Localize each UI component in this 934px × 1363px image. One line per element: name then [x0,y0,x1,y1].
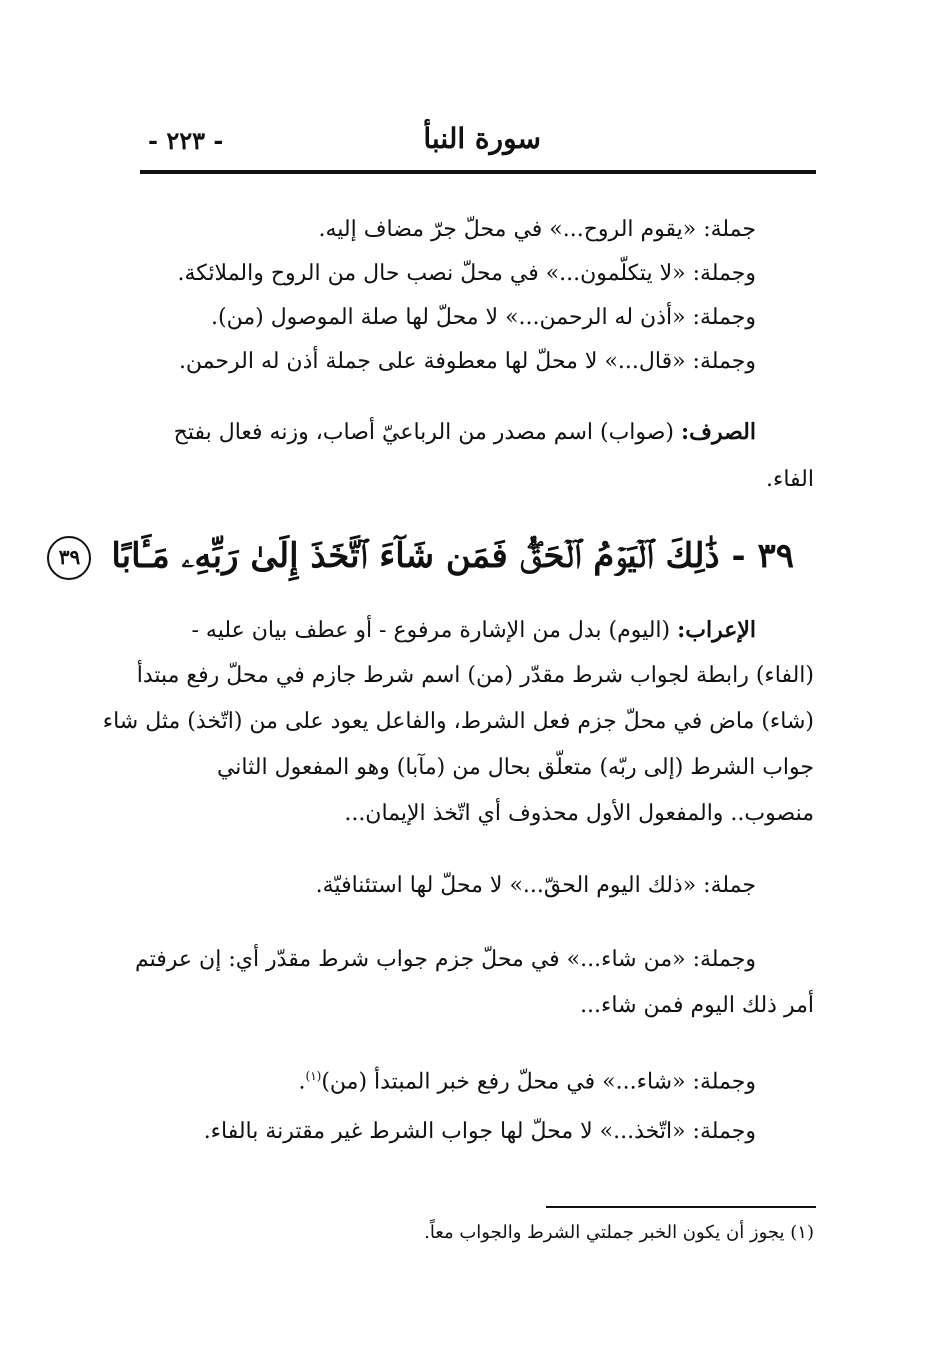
verse-text: ذَٰلِكَ ٱلۡيَوۡمُ ٱلۡحَقُّۖ فَمَن شَآءَ ٱتَّخَذَ إِلَىٰ رَبِّهِۦ مَـَٔابًا [111,536,720,576]
footnote-rule [546,1206,816,1208]
sarf-line [174,412,756,453]
irab-line: جواب الشرط (إلى ربّه) متعلّق بحال من (مآبا) وهو المفعول الثاني [216,755,814,780]
quran-verse [47,526,794,586]
sentence-line: جملة: «يقوم الروح...» في محلّ جرّ مضاف إليه. [318,217,756,242]
irab-line: منصوب.. والمفعول الأول محذوف أي اتّخذ الإيمان... [344,801,814,826]
sentence-text: وجملة: «شاء...» في محلّ رفع خبر المبتدأ (من) [321,1069,756,1095]
sentence-line: وجملة: «قال...» لا محلّ لها معطوفة على جملة أذن له الرحمن. [178,349,756,374]
surah-title: سورة النبأ [423,122,541,155]
ayah-end-marker: ٣٩ [47,536,91,580]
sarf-line: الفاء. [766,467,814,492]
sentence-line: وجملة: «اتّخذ...» لا محلّ لها جواب الشرط غير مقترنة بالفاء. [203,1119,756,1144]
irab-line [192,610,757,651]
sentence-line: وجملة: «لا يتكلّمون...» في محلّ نصب حال من الروح والملائكة. [177,261,756,286]
irab-text: (اليوم) بدل من الإشارة مرفوع - أو عطف بيان عليه - [191,618,671,643]
sarf-text: (صواب) اسم مصدر من الرباعيّ أصاب، وزنه فعال بفتح [173,420,675,445]
irab-label: الإعراب: [677,617,756,643]
irab-line: (شاء) ماض في محلّ جزم فعل الشرط، والفاعل يعود على من (اتّخذ) مثل شاء [102,709,814,734]
irab-line: (الفاء) رابطة لجواب شرط مقدّر (من) اسم شرط جازم في محلّ رفع مبتدأ [136,663,814,688]
page-header [140,120,816,172]
footnote: (١) يجوز أن يكون الخبر جملتي الشرط والجواب معاً. [424,1222,814,1243]
sentence-line: وجملة: «شاء...» في محلّ رفع خبر المبتدأ (من)$^{(١)}$. [298,1069,756,1095]
page-number: - ٢٢٣ - [148,126,224,155]
footnote-ref: (١) [305,1069,322,1083]
header-rule [140,170,816,174]
sentence-line: وجملة: «من شاء...» في محلّ جزم جواب شرط مقدّر أي: إن عرفتم [135,947,756,972]
sentence-line: جملة: «ذلك اليوم الحقّ...» لا محلّ لها استئنافيّة. [315,873,756,898]
verse-number: ٣٩ - [731,536,794,576]
sentence-line: أمر ذلك اليوم فمن شاء... [580,993,814,1018]
sentence-line: وجملة: «أذن له الرحمن...» لا محلّ لها صلة الموصول (من). [211,305,756,330]
sarf-label: الصرف: [681,419,756,445]
